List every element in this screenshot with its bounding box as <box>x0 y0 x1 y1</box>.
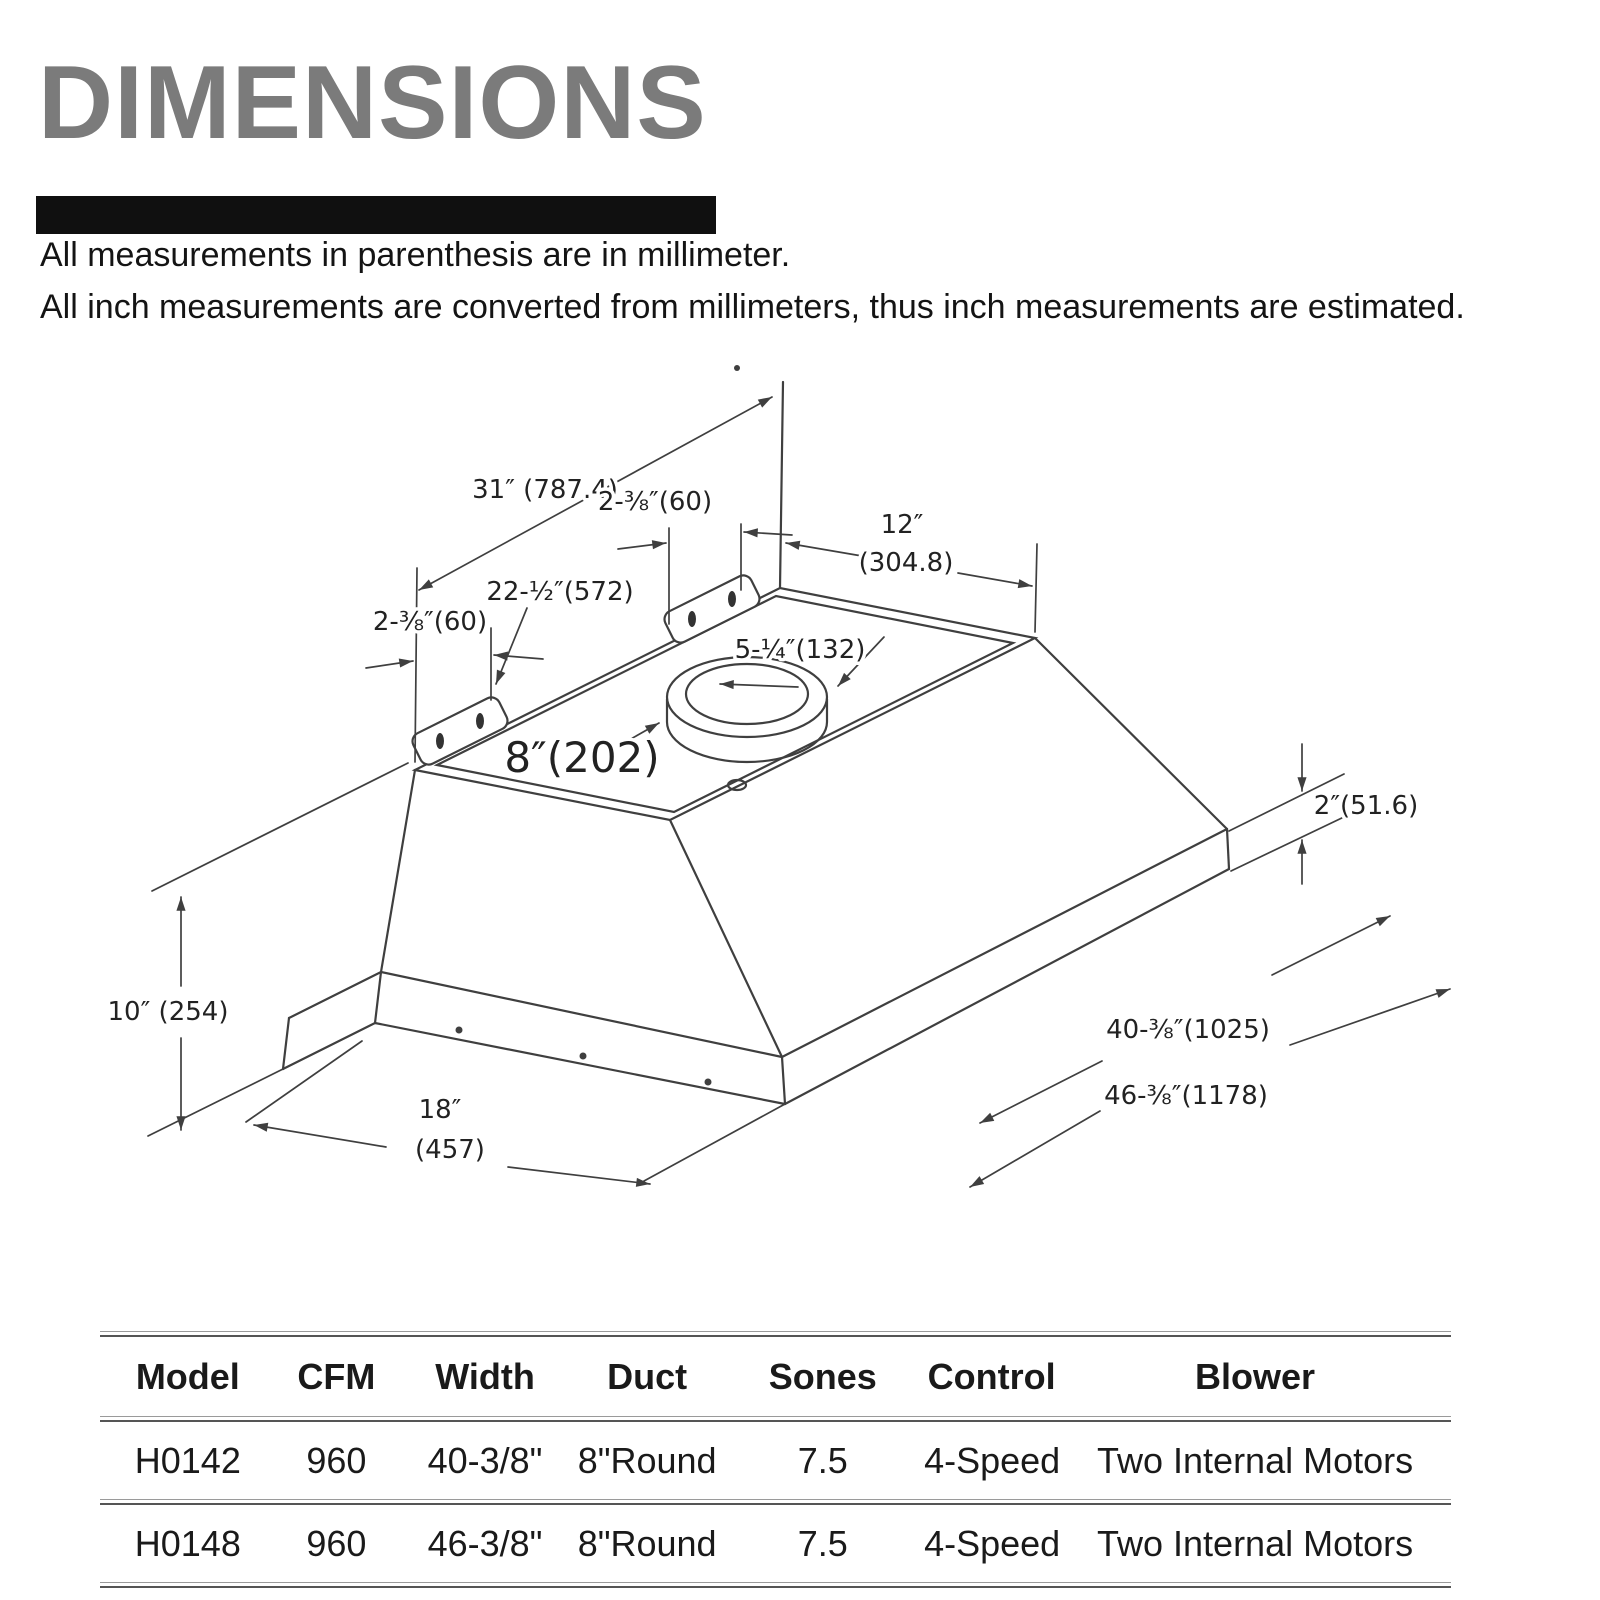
table-rule-bottom <box>100 1582 1451 1588</box>
table-header-cfm: CFM <box>297 1355 376 1397</box>
cell-blower: Two Internal Motors <box>1097 1439 1414 1481</box>
dim-label-body-height: 10″ (254) <box>107 997 229 1027</box>
screw-hole <box>456 1027 463 1034</box>
dimension-bottom-depth <box>246 1041 785 1184</box>
dim-label-rim-height: 2″(51.6) <box>1313 791 1419 821</box>
dim-label-width-outer: 46-⅜″(1178) <box>1104 1081 1268 1111</box>
cell-width: 40-3/8" <box>427 1439 543 1481</box>
dim-label-top-depth-in: 12″ <box>880 510 924 540</box>
dim-label-bracket-left: 2-⅜″(60) <box>372 607 488 637</box>
dim-label-duct-offset: 5-¼″(132) <box>734 635 866 665</box>
dimension-bracket-left <box>366 628 543 700</box>
dim-label-bottom-depth-mm: (457) <box>415 1135 485 1165</box>
spec-table <box>100 1331 1451 1588</box>
dim-label-bracket-top: 2-⅜″(60) <box>597 487 713 517</box>
cell-blower: Two Internal Motors <box>1097 1522 1414 1564</box>
cell-cfm: 960 <box>306 1522 367 1564</box>
cell-sones: 7.5 <box>797 1439 848 1481</box>
cell-cfm: 960 <box>306 1439 367 1481</box>
table-header-duct: Duct <box>607 1355 688 1397</box>
cell-duct: 8"Round <box>577 1522 717 1564</box>
cell-sones: 7.5 <box>797 1522 848 1564</box>
dimension-body-height <box>148 763 408 1136</box>
table-row-h0148 <box>100 1505 1451 1582</box>
note-inch-estimated: All inch measurements are converted from millimeters, thus inch measurements are estimated. <box>40 288 1465 326</box>
cell-model: H0142 <box>134 1439 241 1481</box>
table-header-control: Control <box>927 1355 1056 1397</box>
table-row-h0142 <box>100 1422 1451 1499</box>
page-title: DIMENSIONS <box>38 45 707 161</box>
table-header-model: Model <box>135 1355 240 1397</box>
table-header-row <box>100 1337 1451 1416</box>
table-header-blower: Blower <box>1195 1355 1316 1397</box>
dim-label-bottom-depth-in: 18″ <box>418 1095 462 1125</box>
dim-label-top-depth-mm: (304.8) <box>858 548 954 578</box>
dim-label-bracket-spacing: 22-½″(572) <box>486 577 634 607</box>
dim-label-top-width: 31″ (787.4) <box>472 475 618 505</box>
cell-control: 4-Speed <box>924 1439 1061 1481</box>
table-header-sones: Sones <box>768 1355 877 1397</box>
note-millimeter: All measurements in parenthesis are in millimeter. <box>40 236 791 274</box>
cell-model: H0148 <box>134 1522 241 1564</box>
dim-label-duct-diameter: 8″(202) <box>504 733 660 782</box>
screw-hole <box>580 1053 587 1060</box>
table-header-width: Width <box>435 1355 535 1397</box>
screw-hole <box>705 1079 712 1086</box>
cell-width: 46-3/8" <box>427 1522 543 1564</box>
cell-control: 4-Speed <box>924 1522 1061 1564</box>
dimension-bracket-spacing <box>496 608 527 684</box>
cell-duct: 8"Round <box>577 1439 717 1481</box>
dim-label-width-inner: 40-⅜″(1025) <box>1106 1015 1270 1045</box>
